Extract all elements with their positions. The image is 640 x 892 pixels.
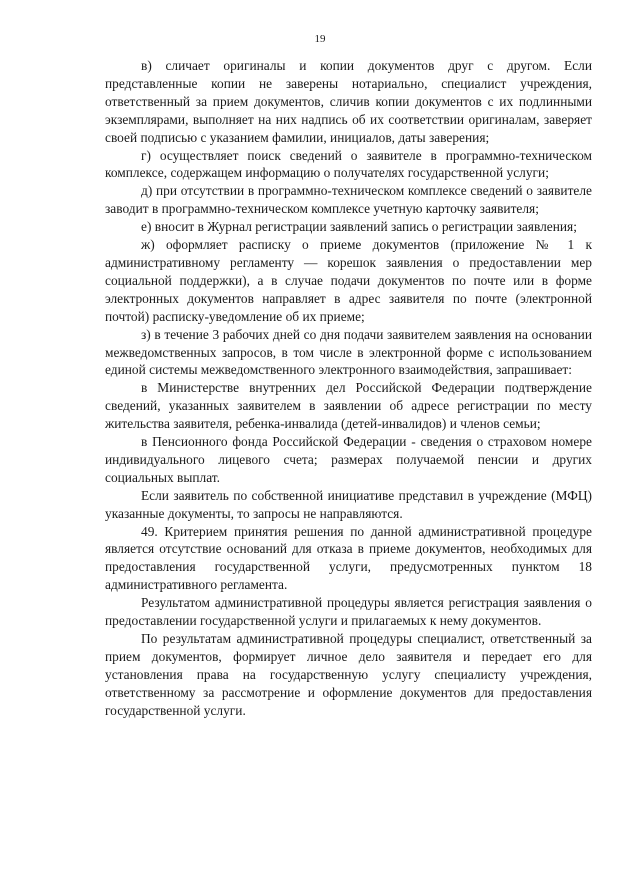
paragraph-personal-file: По результатам административной процедуры специалист, ответственный за прием документов, формирует личное дело заявителя и передает его для установления права на государственную услугу специалисту учреждения, ответственному за рассмотрение и оформление документов для предоставления государственной услуги. (105, 631, 592, 718)
paragraph-49-decision-criterion: 49. Критерием принятия решения по данной административной процедуре является отсутствие оснований для отказа в приеме документов, необходимых для предоставления государственной услуги, предусмотренных пунктом 18 административного регламента. (105, 523, 592, 593)
paragraph-d-create-card: д) при отсутствии в программно-техническом комплексе сведений о заявителе заводит в программно-техническом комплексе учетную карточку заявителя; (105, 183, 592, 217)
paragraph-v-compare-originals: в) сличает оригиналы и копии документов друг с другом. Если представленные копии не заверены нотариально, специалист учреждения, ответственный за прием документов, сличив копии документов с их подлинными экземплярами, выполняет на них надпись об их соответствии оригиналам, заверяет своей подписью с указанием фамилии, инициалов, даты заверения; (105, 58, 592, 145)
document-body (105, 57, 592, 720)
paragraph-e-register-journal: е) вносит в Журнал регистрации заявлений запись о регистрации заявления; (141, 219, 577, 235)
paragraph-pension-fund-request: в Пенсионного фонда Российской Федерации - сведения о страховом номере индивидуального лицевого счета; размерах получаемой пенсии и других социальных выплат. (105, 434, 592, 485)
paragraph-g-search-applicant: г) осуществляет поиск сведений о заявителе в программно-техническом комплексе, содержащем информацию о получателях государственной услуги; (105, 147, 592, 181)
paragraph-own-initiative: Если заявитель по собственной инициативе представил в учреждение (МФЦ) указанные документы, то запросы не направляются. (105, 487, 592, 521)
paragraph-procedure-result: Результатом административной процедуры является регистрация заявления о предоставлении государственной услуги и прилагаемых к нему документов. (105, 595, 592, 629)
page-number: 19 (314, 33, 326, 45)
paragraph-mvd-request: в Министерстве внутренних дел Российской Федерации подтверждение сведений, указанных заявителем в заявлении об адресе регистрации по месту жительства заявителя, ребенка-инвалида (детей-инвалидов) и членов семьи; (105, 380, 592, 432)
paragraph-z-interagency-requests: з) в течение 3 рабочих дней со дня подачи заявителем заявления на основании межведомственных запросов, в том числе в электронной форме с использованием единой системы межведомственного электронного взаимодействия, запрашивает: (105, 326, 592, 378)
paragraph-zh-issue-receipt: ж) оформляет расписку о приеме документов (приложение № 1 к административному регламенту — корешок заявления о предоставлении мер социальной поддержки), а в случае подачи документов по почте или в форме электронных документов направляет в адрес заявителя по почте (электронной почтой) расписку-уведомление об их приеме; (105, 237, 592, 324)
